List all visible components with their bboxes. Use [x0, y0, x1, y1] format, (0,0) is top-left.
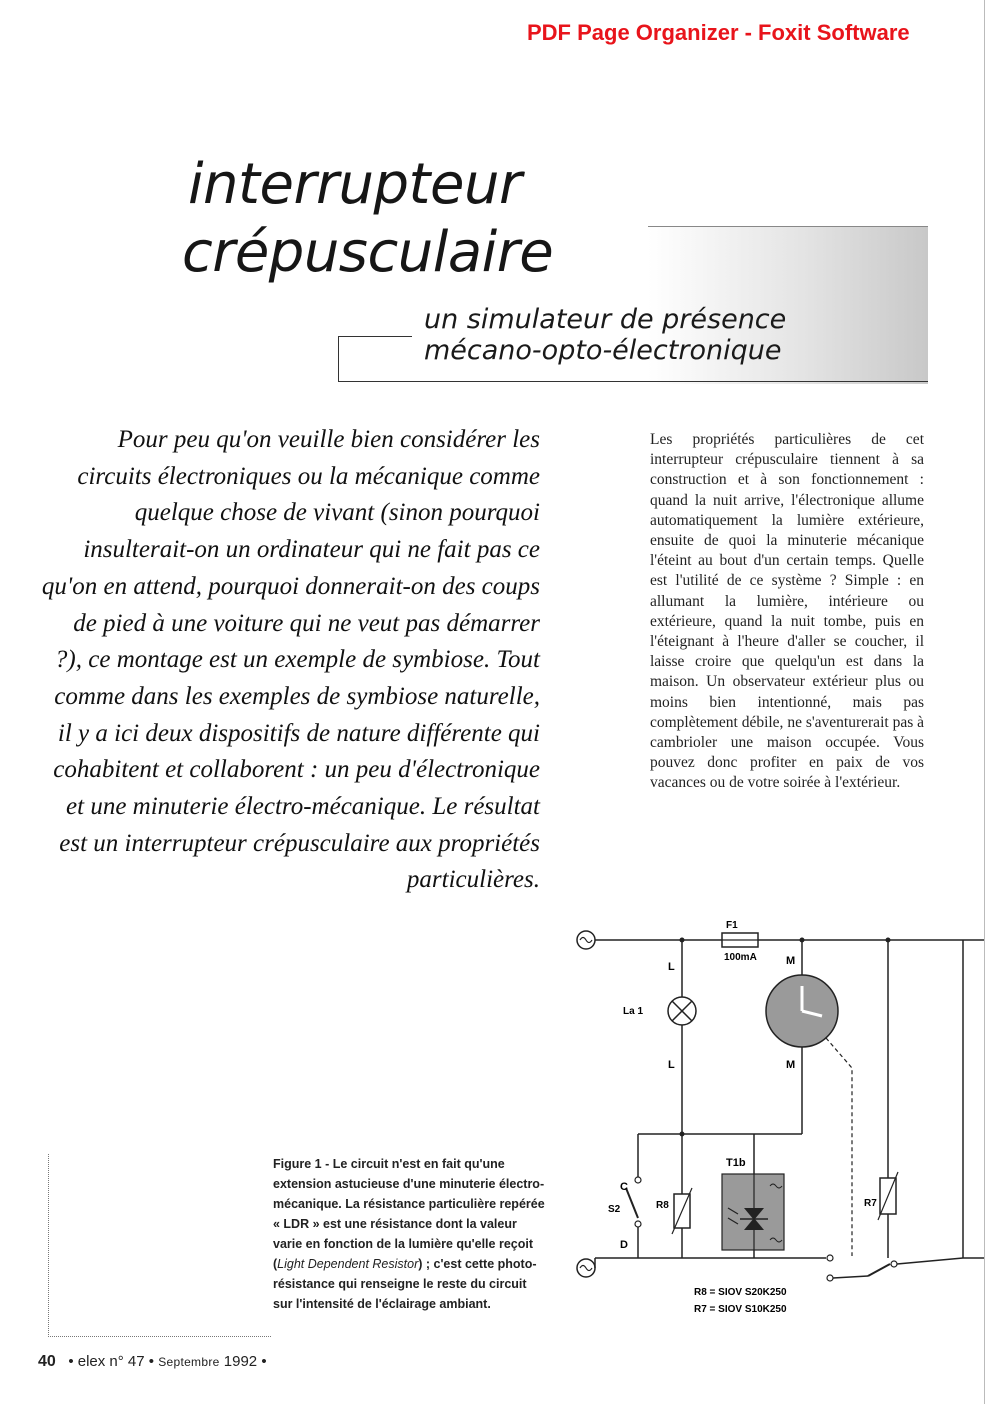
subtitle-bracket-bottom [338, 381, 928, 382]
title-line-2: crépusculaire [182, 220, 554, 285]
caption-frame [48, 1154, 271, 1337]
issue-month: Septembre [158, 1355, 220, 1369]
caption-text-1: Figure 1 - Le circuit n'est en fait qu'une extension astucieuse d'une minuterie électro-mécanique. La résistance particulière repérée « LDR » est une résistance dont la valeur varie en fonction de la lumière qu'elle reçoit ( [273, 1157, 545, 1271]
subtitle-line-1: un simulateur de présence [424, 304, 787, 335]
label-fuse-rating: 100mA [724, 952, 757, 963]
timer-contact-switch [868, 1264, 890, 1276]
note-r8: R8 = SIOV S20K250 [694, 1287, 787, 1298]
label-s2: S2 [608, 1204, 621, 1215]
caption-italic: Light Dependent Resistor [277, 1257, 419, 1271]
label-d: D [620, 1239, 628, 1251]
label-f1: F1 [726, 920, 738, 931]
title-rule [648, 226, 928, 227]
label-m-top: M [786, 955, 796, 967]
issue-year: 1992 • [223, 1353, 267, 1370]
intro-paragraph: Pour peu qu'on veuille bien considérer les circuits électroniques ou la mécanique comme quelque chose de vivant (sinon pourquoi insulterait-on un ordinateur qui ne fait pas ce qu'on en attend, pourquoi donnerait-on des coups de pied à une voiture qui ne veut pas démarrer ?), ce montage est un exemple de symbiose. Tout comme dans les exemples de symbiose naturelle, il y a ici deux dispositifs de nature différente qui cohabitent et collaborent : un peu d'électronique et une minuterie électro-mécanique. Le résultat est un interrupteur crépusculaire aux propriétés particulières. [41, 426, 540, 894]
page-edge [984, 0, 985, 1404]
label-la1: La 1 [623, 1006, 644, 1017]
subtitle [424, 304, 786, 366]
circuit-diagram [568, 908, 984, 1328]
mains-top-wave [580, 938, 592, 943]
watermark: PDF Page Organizer - Foxit Software [527, 20, 910, 45]
figure-caption [273, 1154, 545, 1314]
caption-text-2: ) ; c'est cette photo-résistance qui renseigne le reste du circuit sur l'intensité de l'éclairage ambiant. [273, 1257, 537, 1311]
label-l-top: L [668, 961, 675, 973]
label-l-bot: L [668, 1059, 675, 1071]
label-m-bot: M [786, 1059, 796, 1071]
body-paragraph: Les propriétés particulières de cet interrupteur crépusculaire tiennent à sa construction et à son fonctionnement : quand la nuit arrive, l'électronique allume automatiquement la lumière extérieure, ensuite de quoi la minuterie mécanique l'éteint au bout d'un certain temps. Quelle est l'utilité de ce système ? Simple : en allumant la lumière, intérieure ou extérieure, quand la nuit tombe, puis en l'éteignant à l'heure d'aller se coucher, il laisse croire que quelqu'un est dans la maison. Un observateur extérieur plus ou moins bien intentionné, mais pas complètement débile, ne s'aventurerait pas à cambrioler une maison occupée. Vous pouvez donc profiter en paix de vos vacances ou de votre soirée à l'extérieur. [650, 431, 924, 792]
magazine-issue: • elex n° 47 • [68, 1353, 155, 1370]
page-number: 40 [38, 1353, 56, 1370]
subtitle-bracket-side [338, 336, 339, 382]
label-c: C [620, 1181, 628, 1193]
subtitle-bracket-top [338, 336, 412, 337]
label-r7: R7 [864, 1198, 877, 1209]
subtitle-line-2: mécano-opto-électronique [424, 335, 782, 366]
label-t1b: T1b [726, 1157, 746, 1169]
label-r8: R8 [656, 1200, 669, 1211]
page-footer [38, 1353, 267, 1371]
note-r7: R7 = SIOV S10K250 [694, 1304, 787, 1315]
title-line-1: interrupteur [188, 152, 522, 217]
